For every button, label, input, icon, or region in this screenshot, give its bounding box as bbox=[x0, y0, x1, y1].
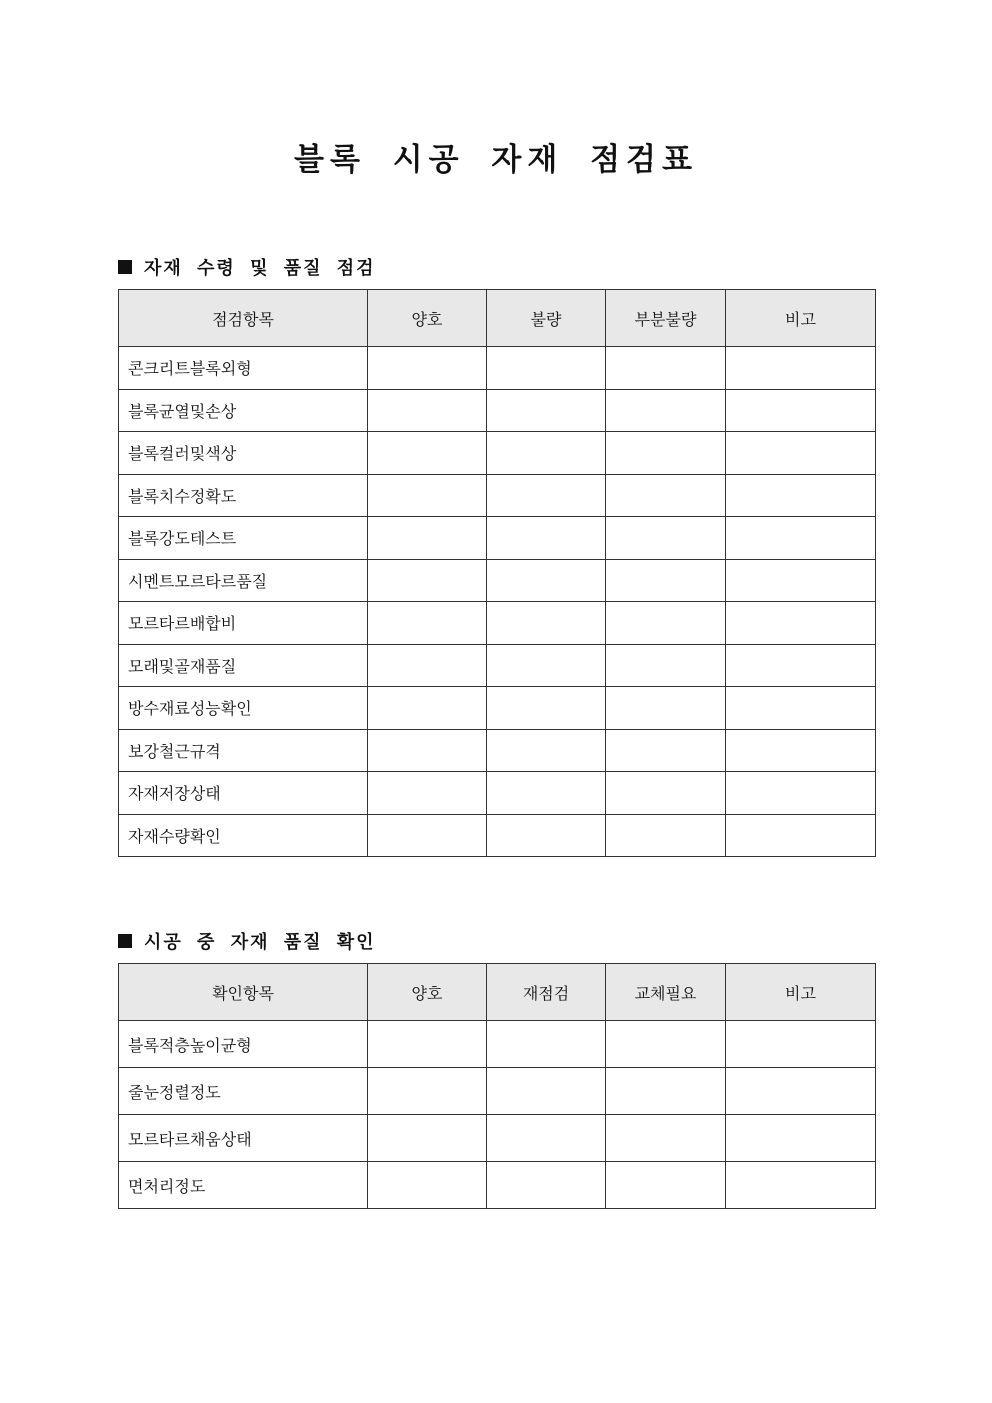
remarks-cell[interactable] bbox=[726, 474, 876, 517]
table-row bbox=[119, 1115, 876, 1162]
remarks-cell[interactable] bbox=[726, 729, 876, 772]
item-label: 자재수량확인 bbox=[119, 814, 368, 857]
check-cell-2[interactable] bbox=[487, 687, 606, 730]
square-bullet-icon bbox=[118, 260, 132, 274]
check-cell-2[interactable] bbox=[487, 644, 606, 687]
table-row bbox=[119, 1162, 876, 1209]
check-cell-3[interactable] bbox=[606, 1021, 726, 1068]
column-header-partial-bad: 부분불량 bbox=[606, 290, 726, 347]
remarks-cell[interactable] bbox=[726, 432, 876, 475]
item-label: 시멘트모르타르품질 bbox=[119, 559, 368, 602]
check-cell-3[interactable] bbox=[606, 347, 726, 390]
check-cell-3[interactable] bbox=[606, 1115, 726, 1162]
item-label: 모르타르배합비 bbox=[119, 602, 368, 645]
square-bullet-icon bbox=[118, 934, 132, 948]
table-row bbox=[119, 814, 876, 857]
check-cell-3[interactable] bbox=[606, 772, 726, 815]
check-cell-3[interactable] bbox=[606, 1068, 726, 1115]
table-row bbox=[119, 432, 876, 475]
check-cell-2[interactable] bbox=[487, 559, 606, 602]
table-row bbox=[119, 474, 876, 517]
item-label: 콘크리트블록외형 bbox=[119, 347, 368, 390]
item-label: 모래및골재품질 bbox=[119, 644, 368, 687]
table-row bbox=[119, 602, 876, 645]
column-header-recheck: 재점검 bbox=[487, 964, 606, 1021]
section-heading-material-receipt bbox=[118, 254, 376, 280]
item-label: 면처리정도 bbox=[119, 1162, 368, 1209]
check-cell-good[interactable] bbox=[368, 602, 487, 645]
check-cell-good[interactable] bbox=[368, 1021, 487, 1068]
column-header-good: 양호 bbox=[368, 290, 487, 347]
check-cell-good[interactable] bbox=[368, 474, 487, 517]
check-cell-2[interactable] bbox=[487, 1068, 606, 1115]
item-label: 블록적층높이균형 bbox=[119, 1021, 368, 1068]
column-header-bad: 불량 bbox=[487, 290, 606, 347]
check-cell-2[interactable] bbox=[487, 1162, 606, 1209]
item-label: 줄눈정렬정도 bbox=[119, 1068, 368, 1115]
column-header-replace-needed: 교체필요 bbox=[606, 964, 726, 1021]
item-label: 자재저장상태 bbox=[119, 772, 368, 815]
remarks-cell[interactable] bbox=[726, 1115, 876, 1162]
check-cell-good[interactable] bbox=[368, 1162, 487, 1209]
table-header-row bbox=[119, 290, 876, 347]
check-cell-3[interactable] bbox=[606, 729, 726, 772]
table-row bbox=[119, 729, 876, 772]
check-cell-2[interactable] bbox=[487, 389, 606, 432]
remarks-cell[interactable] bbox=[726, 1068, 876, 1115]
remarks-cell[interactable] bbox=[726, 1021, 876, 1068]
check-cell-2[interactable] bbox=[487, 729, 606, 772]
check-cell-good[interactable] bbox=[368, 814, 487, 857]
check-cell-2[interactable] bbox=[487, 517, 606, 560]
table-row bbox=[119, 559, 876, 602]
table-row bbox=[119, 347, 876, 390]
check-cell-good[interactable] bbox=[368, 517, 487, 560]
item-label: 블록컬러및색상 bbox=[119, 432, 368, 475]
table-row bbox=[119, 644, 876, 687]
check-cell-good[interactable] bbox=[368, 1115, 487, 1162]
item-label: 보강철근규격 bbox=[119, 729, 368, 772]
column-header-remarks: 비고 bbox=[726, 964, 876, 1021]
check-cell-2[interactable] bbox=[487, 772, 606, 815]
check-cell-good[interactable] bbox=[368, 729, 487, 772]
remarks-cell[interactable] bbox=[726, 559, 876, 602]
remarks-cell[interactable] bbox=[726, 814, 876, 857]
check-cell-2[interactable] bbox=[487, 347, 606, 390]
section-heading-text: 자재 수령 및 품질 점검 bbox=[144, 258, 376, 279]
column-header-remarks: 비고 bbox=[726, 290, 876, 347]
check-cell-3[interactable] bbox=[606, 644, 726, 687]
table-row bbox=[119, 389, 876, 432]
table-row bbox=[119, 517, 876, 560]
column-header-item: 확인항목 bbox=[119, 964, 368, 1021]
item-label: 방수재료성능확인 bbox=[119, 687, 368, 730]
remarks-cell[interactable] bbox=[726, 602, 876, 645]
check-cell-3[interactable] bbox=[606, 517, 726, 560]
check-cell-good[interactable] bbox=[368, 644, 487, 687]
remarks-cell[interactable] bbox=[726, 517, 876, 560]
check-cell-good[interactable] bbox=[368, 687, 487, 730]
item-label: 블록치수정확도 bbox=[119, 474, 368, 517]
check-cell-2[interactable] bbox=[487, 474, 606, 517]
check-cell-3[interactable] bbox=[606, 389, 726, 432]
remarks-cell[interactable] bbox=[726, 1162, 876, 1209]
column-header-item: 점검항목 bbox=[119, 290, 368, 347]
check-cell-good[interactable] bbox=[368, 1068, 487, 1115]
check-cell-3[interactable] bbox=[606, 432, 726, 475]
item-label: 블록강도테스트 bbox=[119, 517, 368, 560]
section-heading-text: 시공 중 자재 품질 확인 bbox=[144, 932, 376, 953]
column-header-good: 양호 bbox=[368, 964, 487, 1021]
remarks-cell[interactable] bbox=[726, 772, 876, 815]
check-cell-good[interactable] bbox=[368, 772, 487, 815]
table-header-row bbox=[119, 964, 876, 1021]
section-heading-construction-quality bbox=[118, 928, 376, 954]
check-cell-2[interactable] bbox=[487, 602, 606, 645]
check-cell-3[interactable] bbox=[606, 474, 726, 517]
check-cell-3[interactable] bbox=[606, 602, 726, 645]
table-row bbox=[119, 1021, 876, 1068]
check-cell-3[interactable] bbox=[606, 1162, 726, 1209]
check-cell-3[interactable] bbox=[606, 687, 726, 730]
table-row bbox=[119, 687, 876, 730]
item-label: 블록균열및손상 bbox=[119, 389, 368, 432]
remarks-cell[interactable] bbox=[726, 389, 876, 432]
page-title: 블록 시공 자재 점검표 bbox=[294, 142, 698, 178]
check-cell-good[interactable] bbox=[368, 559, 487, 602]
construction-quality-table bbox=[118, 963, 876, 1209]
check-cell-2[interactable] bbox=[487, 814, 606, 857]
check-cell-3[interactable] bbox=[606, 814, 726, 857]
remarks-cell[interactable] bbox=[726, 644, 876, 687]
remarks-cell[interactable] bbox=[726, 347, 876, 390]
check-cell-good[interactable] bbox=[368, 432, 487, 475]
item-label: 모르타르채움상태 bbox=[119, 1115, 368, 1162]
check-cell-2[interactable] bbox=[487, 1115, 606, 1162]
check-cell-2[interactable] bbox=[487, 1021, 606, 1068]
table-row bbox=[119, 772, 876, 815]
material-receipt-table bbox=[118, 289, 876, 857]
check-cell-good[interactable] bbox=[368, 389, 487, 432]
check-cell-3[interactable] bbox=[606, 559, 726, 602]
table-row bbox=[119, 1068, 876, 1115]
check-cell-2[interactable] bbox=[487, 432, 606, 475]
remarks-cell[interactable] bbox=[726, 687, 876, 730]
check-cell-good[interactable] bbox=[368, 347, 487, 390]
